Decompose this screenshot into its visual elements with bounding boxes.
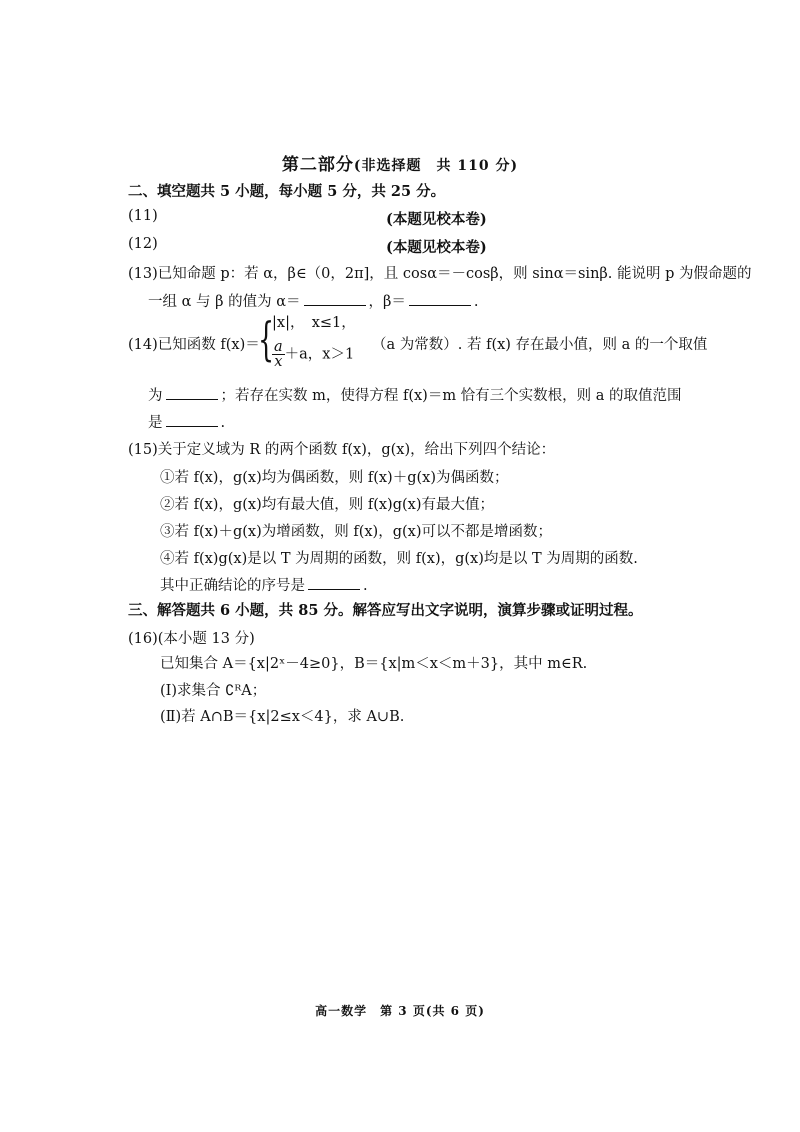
q15-item: ②若 f(x)，g(x)均有最大值，则 f(x)g(x)有最大值；	[160, 497, 494, 513]
q16-part-1: (Ⅰ)求集合 ∁ᴿA；	[160, 683, 267, 699]
q14-line-3-a: 是	[148, 415, 163, 431]
q14-suffix: （a 为常数）. 若 f(x) 存在最小值，则 a 的一个取值	[372, 337, 708, 353]
q11-note: (本题见校本卷)	[386, 211, 487, 228]
q14-blank-1[interactable]	[166, 385, 218, 400]
q16-given: 已知集合 A＝{x|2ˣ－4≥0}，B＝{x|m＜x＜m＋3}，其中 m∈R.	[160, 656, 588, 672]
q13-line-2-a: 一组 α 与 β 的值为 α＝	[148, 294, 301, 310]
q14-fraction	[272, 340, 285, 369]
q16-header: (16)(本小题 13 分)	[128, 631, 255, 647]
q12-note: (本题见校本卷)	[386, 239, 487, 256]
q14-prefix: (14)已知函数 f(x)＝	[128, 337, 260, 353]
q13-line-2-c: .	[473, 294, 479, 310]
q14-fraction-numerator: a	[274, 339, 283, 355]
q13-line-2-b: ，β＝	[368, 294, 406, 310]
q14-line-2-b: ；若存在实数 m，使得方程 f(x)＝m 恰有三个实数根，则 a 的取值范围	[220, 388, 682, 404]
q14-line-2-a: 为	[148, 388, 163, 404]
q14-line-2	[148, 384, 682, 405]
q14-case-2	[272, 340, 354, 369]
section-2-heading: 二、填空题共 5 小题，每小题 5 分，共 25 分。	[128, 183, 446, 200]
part-title-main: 第二部分	[281, 155, 354, 175]
q15-item: ③若 f(x)＋g(x)为增函数，则 f(x)，g(x)可以不都是增函数；	[160, 524, 552, 540]
q13-line-2	[148, 290, 479, 311]
q12-number: (12)	[128, 236, 158, 252]
q14-case-2-rest: ＋a，x＞1	[284, 346, 355, 363]
q15-stem: (15)关于定义域为 R 的两个函数 f(x)，g(x)，给出下列四个结论：	[128, 442, 556, 458]
section-3-heading: 三、解答题共 6 小题，共 85 分。解答应写出文字说明，演算步骤或证明过程。	[128, 602, 643, 619]
q15-answer-line	[160, 574, 368, 595]
q14-line-3	[148, 411, 225, 432]
q11-number: (11)	[128, 208, 158, 224]
q15-item: ①若 f(x)，g(x)均为偶函数，则 f(x)＋g(x)为偶函数；	[160, 470, 509, 486]
q15-answer-b: .	[363, 578, 368, 594]
q14-blank-2[interactable]	[166, 412, 218, 427]
part-title-subtitle: (非选择题 共 110 分)	[353, 158, 519, 174]
q15-blank[interactable]	[308, 575, 360, 590]
q14-line-3-b: .	[220, 415, 226, 431]
part-title	[0, 150, 800, 175]
q14-brace: {	[258, 312, 275, 366]
q15-item: ④若 f(x)g(x)是以 T 为周期的函数，则 f(x)，g(x)均是以 T 为周期的函数.	[160, 551, 638, 567]
page-footer: 高一数学 第 3 页(共 6 页)	[315, 1004, 485, 1018]
q13-alpha-blank[interactable]	[304, 291, 366, 306]
q14-fraction-denominator: x	[274, 354, 283, 370]
q16-part-2: (Ⅱ)若 A∩B＝{x|2≤x＜4}，求 A∪B.	[160, 709, 405, 725]
q15-answer-a: 其中正确结论的序号是	[160, 578, 305, 594]
q14-case-1: |x|， x≤1，	[272, 315, 356, 331]
q13-beta-blank[interactable]	[409, 291, 471, 306]
q13-line-1: (13)已知命题 p：若 α，β∈（0，2π]，且 cosα＝－cosβ，则 sinα＝sinβ. 能说明 p 为假命题的	[128, 266, 752, 282]
